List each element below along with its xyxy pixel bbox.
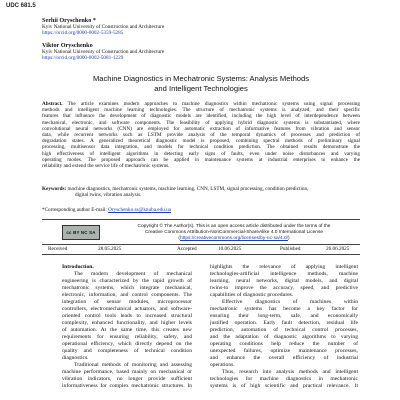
abstract-line: degradation states. A generalized theoretical diagnostic model is proposed, combining spectral methods of preliminary signal [42,138,360,145]
received-date: 28.05.2025 [98,246,122,252]
body-line: machine performance, based mainly on mechanical or [62,369,192,375]
keywords [42,186,360,198]
body-line: and enhance the overall efficiency of industrial [210,355,358,361]
body-line: mechatronic systems, which integrate mechanical, [62,285,192,291]
dates-row [42,244,360,255]
keywords-text: machine diagnostics, mechatronic systems, machine learning, CNN, LSTM, signal processing, condition prediction, [67,186,309,192]
abstract-line: reliability and extend the service life of mechatronic systems. [42,163,170,170]
author-orcid-link[interactable]: https://orcid.org/0000-0002-5081-1229 [42,55,124,62]
body-line: justified operation. Early fault detection, residual life [210,320,358,326]
body-line: vibration indicators, no longer provide sufficient [62,376,192,382]
license-line: Copyright © The Author(s). This is an open access article distributed under the terms of the [137,224,331,229]
title-line: Machine Diagnostics in Mechatronic Systems: Analysis Methods [92,74,310,83]
author-affiliation: Kyiv National University of Construction and Architecture [42,24,165,30]
title-line: and Intelligent Technologies [154,84,248,93]
abstract-label: Abstract. [42,101,63,107]
author-block-1 [42,17,342,36]
corresponding-email-link[interactable]: Oryschenko.ss@knuba.edu.ua [108,207,171,213]
body-line: unexpected failures, optimize maintenance processes, [210,348,358,354]
body-line: informativeness for complex mechatronic structures. In [62,383,192,389]
body-line: learning, neural networks, digital models, and digital [210,278,358,284]
author-block-2 [42,42,342,61]
body-line: oriented control tools leads to increased structural [62,313,192,319]
license-line: Creative Commons Attribution-NonCommercial-ShareAlike 4.0 International License [144,230,324,236]
body-line: operating conditions help reduce the number of [210,341,358,347]
published-label: Published [280,246,301,252]
abstract-line: high effectiveness of intelligent algorithms in detecting early signs of faults, even under noise disturbances and varying [42,150,360,157]
license-text [104,224,364,243]
body-line: Traditional methods of monitoring and assessing [74,362,192,368]
body-line: twins-to improve the accuracy, speed, and predictive [210,285,358,291]
body-line: and the adaptation of diagnostic algorithms to varying [210,334,358,340]
body-line: controllers, electromechanical actuators, and software- [62,306,192,312]
published-date: 26.06.2025 [326,246,350,252]
paper-title [42,74,360,94]
license-url-line: (https://creativecommons.org/licenses/by-nc-sa/4.0/) [178,236,290,242]
abstract-line: methods and intelligent machine learning technologies. The structure of mechatronic systems is analyzed, and their specific [42,107,360,114]
body-line: prediction, automation of technical control processes, [210,327,358,333]
body-line: systems is of high scientific and practical relevance. It [210,383,358,389]
abstract-line: mechanical, electronic, and software components. The feasibility of applying hybrid diagnostic systems is substantiated, where [42,119,360,126]
udc-code: UDC 681.5 [6,3,36,9]
author-affiliation: Kyiv National University of Construction and Architecture [42,49,165,55]
keywords-label: Keywords: [42,186,67,192]
abstract-line: operating modes. The proposed approach can be applied in maintenance systems at industrial enterprises to enhance the [42,156,360,163]
body-line: requirements for ensuring reliability, safety, and [62,334,192,340]
author-name: Serhii Oryschenko * [42,17,96,24]
abstract-line: features that influence the development of diagnostic models are identified, including the high level of interdependence between [42,113,360,120]
body-line: Thus, research into analysis methods and intelligent [222,369,358,375]
body-line: operational efficiency, which directly depend on the [62,341,192,347]
body-line: capabilities of diagnostic procedures. [210,292,294,298]
abstract-line: convolutional neural networks (CNN) are employed for automatic extraction of informative features from vibration and sensor [42,125,360,132]
received-label: Received [48,246,68,252]
corresponding-author [42,207,171,213]
author-orcid-link[interactable]: https://orcid.org/0000-0002-5359-5285 [42,30,124,37]
body-line: integration of sensor modules, microprocessor [62,299,192,305]
body-line: engineering is characterized by the rapid growth of [62,278,192,284]
abstract-line: processing, multisensor data integration, and models for technical condition prediction. The obtained results demonstrate the [42,144,360,151]
body-line: operations. [210,362,235,368]
author-name: Viktor Oryschenko [42,42,93,49]
license-url-link[interactable]: https://creativecommons.org/licenses/by-nc-sa/4.0/ [180,236,288,242]
keywords-text: digital twins, vibration analysis. [75,192,142,199]
left-column [62,264,192,390]
body-line: of automation. At the same time, this creates new [62,327,192,333]
corresponding-label: *Corresponding author E-mail: [42,207,107,213]
accepted-label: Accepted [177,246,197,252]
body-line: technologies for machine diagnostics in mechatronic [210,376,358,382]
accepted-date: 10.06.2025 [218,246,242,252]
body-line: ensuring their long-term, safe, and economically [210,313,358,319]
abstract-line: The article examines modern approaches to machine diagnostics within mechatronic systems using signal processing [67,101,360,107]
intro-heading: Introduction. [62,264,94,270]
right-column [210,264,358,390]
body-line: electronic, information, and control components. The [62,292,192,298]
body-line: highlights the relevance of applying intelligent [210,264,358,270]
body-line: complexity, enhanced functionality, and higher levels [62,320,192,326]
abstract-line: data, while recurrent networks such as LSTM provide analysis of the temporal dynamics of processes and prediction of [42,132,360,139]
separator-rule [42,219,360,220]
cc-license-badge[interactable]: cc BY NC SA [62,225,100,240]
body-line: quality and completeness of technical condition [62,348,192,354]
body-line: The modern development of mechanical [74,271,192,277]
body-line: Effective diagnostics of machines within [222,299,358,305]
body-line: technologies-artificial intelligence methods, machine [210,271,358,277]
abstract [42,101,360,169]
body-line: mechatronic systems has become a key factor for [210,306,358,312]
body-line: diagnostics. [62,355,89,361]
